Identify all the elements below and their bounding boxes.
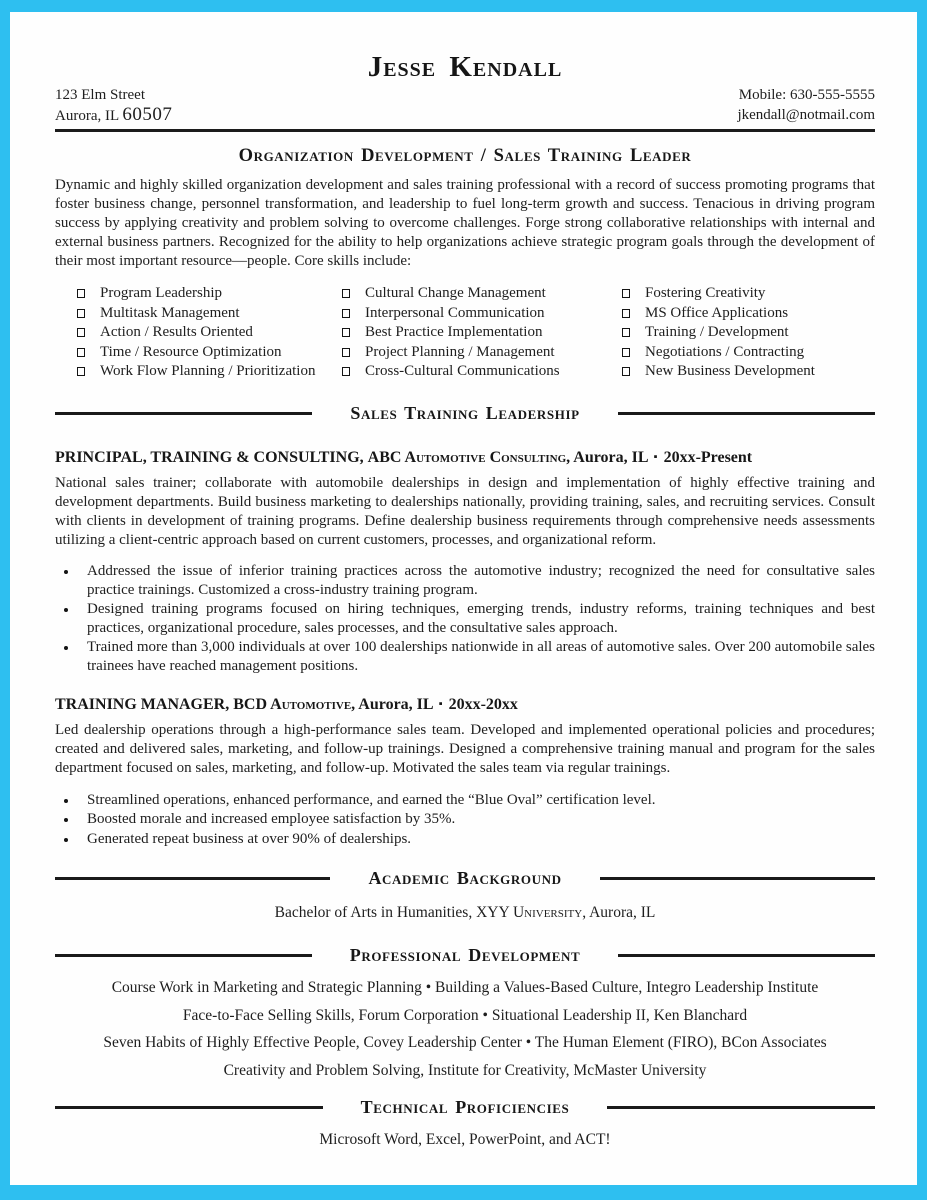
school-name: XYY University, — [476, 904, 587, 921]
achievement-text: Generated repeat business at over 90% of dealerships. — [87, 830, 412, 847]
job-title-1 — [55, 447, 875, 468]
achievement-text: Trained more than 3,000 individuals at over 100 dealerships nationwide in all areas of automotive sales. Over 200 automobile sales trainees have reached management positions. — [87, 638, 876, 674]
course-line: Course Work in Marketing and Strategic Planning • Building a Values-Based Culture, Integro Leadership Institute — [111, 979, 819, 996]
job-role: PRINCIPAL, TRAINING & CONSULTING, — [55, 448, 364, 466]
skill-label: Training / Development — [645, 324, 789, 340]
achievement-item — [55, 600, 875, 638]
skill-label: Cross-Cultural Communications — [365, 363, 560, 379]
heading-rule-right — [618, 412, 875, 415]
square-separator-icon: ▪ — [438, 697, 443, 710]
skill-label: Work Flow Planning / Prioritization — [100, 363, 316, 379]
job-description-1: National sales trainer; collaborate with automobile dealerships in design and implementation of highly effective training and development departments. Build business marketing to dealerships nationally, providing training, sales, and recruiting services. Consult with clients in development of training programs. Define dealership business requirements through comprehensive needs assessments utilizing a client-centric approach based on current customers, processes, and organizational reform. — [55, 474, 875, 548]
heading-rule-right — [600, 877, 875, 880]
skill-item — [620, 343, 875, 363]
professional-development-list — [55, 974, 875, 1084]
skill-label: Interpersonal Communication — [365, 304, 545, 321]
job-company: ABC Automotive Consulting, — [367, 448, 571, 466]
skill-item — [75, 284, 340, 304]
skill-label: Fostering Creativity — [645, 285, 766, 301]
section-title: Professional Development — [349, 945, 581, 965]
summary-paragraph: Dynamic and highly skilled organization development and sales training professional with a record of success promoting programs that foster business change, personnel transformation, and leadership to fuel long-term growth and success. Tenacious in driving program success by applying creativity and problem solving to overcome challenges. Forge strong collaborative relationships with internal and external business partners. Recognized for the ability to help organizations achieve strategic program goals through the development of their most important resource—people. Core skills include: — [55, 177, 875, 269]
skill-label: Cultural Change Management — [365, 285, 546, 301]
dot-bullet-icon — [64, 570, 68, 574]
job-description-2: Led dealership operations through a high-performance sales team. Developed and implemented operational policies and procedures; created and delivered sales, marketing, and follow-up trainings. Designed a comprehensive training manual and program for the sales department focused on sales, marketing, and follow-up. Motivated the sales team via regular trainings. — [55, 721, 875, 776]
skill-item — [620, 284, 875, 304]
address-zip: 60507 — [122, 104, 173, 125]
dot-bullet-icon — [64, 646, 68, 650]
dot-bullet-icon — [64, 818, 68, 822]
square-bullet-icon — [622, 289, 630, 298]
contact-address — [55, 85, 172, 126]
skill-label: Best Practice Implementation — [365, 324, 543, 340]
square-bullet-icon — [77, 328, 85, 337]
achievement-text: Streamlined operations, enhanced performance, and earned the “Blue Oval” certification level. — [87, 791, 656, 808]
skill-label: Negotiations / Contracting — [645, 343, 805, 360]
technical-proficiencies-line: Microsoft Word, Excel, PowerPoint, and ACT! — [319, 1131, 611, 1148]
header-rule — [55, 129, 875, 132]
skill-item — [620, 304, 875, 324]
square-bullet-icon — [77, 309, 85, 318]
heading-rule-left — [55, 1106, 323, 1109]
skill-label: Project Planning / Management — [365, 343, 555, 360]
achievement-item — [55, 638, 875, 676]
job-bullets-1 — [55, 562, 875, 676]
square-bullet-icon — [342, 367, 350, 376]
achievement-item — [55, 810, 875, 830]
resume-headline: Organization Development / Sales Training Leader — [238, 146, 692, 166]
address-city-zip — [55, 105, 172, 126]
contact-phone-email — [737, 85, 875, 126]
degree-name: Bachelor of Arts in Humanities, — [274, 904, 473, 921]
achievement-item — [55, 791, 875, 811]
skill-item — [75, 323, 340, 343]
section-title: Sales Training Leadership — [350, 402, 580, 423]
skill-label: MS Office Applications — [645, 304, 789, 321]
dot-bullet-icon — [64, 608, 68, 612]
section-heading-professional-development — [55, 945, 875, 966]
skill-item — [75, 304, 340, 324]
square-bullet-icon — [77, 289, 85, 298]
achievement-item — [55, 830, 875, 850]
skill-item — [340, 284, 620, 304]
dot-bullet-icon — [64, 799, 68, 803]
heading-rule-right — [607, 1106, 875, 1109]
address-city: Aurora, IL — [55, 108, 119, 124]
skills-column-2 — [340, 284, 620, 382]
achievement-text: Addressed the issue of inferior training practices across the automotive industry; recognized the need for consultative sales practice trainings. Customized a cross-industry training program. — [87, 562, 875, 598]
skill-item — [620, 362, 875, 382]
skill-item — [340, 362, 620, 382]
skill-item — [340, 304, 620, 324]
section-heading-academic — [55, 868, 875, 889]
square-bullet-icon — [77, 348, 85, 357]
skills-column-3 — [620, 284, 875, 382]
degree-line — [55, 903, 875, 923]
square-bullet-icon — [342, 328, 350, 337]
heading-rule-left — [55, 877, 330, 880]
section-title: Academic Background — [368, 868, 562, 888]
skill-label: Action / Results Oriented — [100, 324, 253, 340]
contact-block — [55, 85, 875, 126]
job-location: Aurora, IL — [573, 448, 648, 466]
dot-bullet-icon — [64, 838, 68, 842]
skill-label: Multitask Management — [100, 304, 240, 321]
square-bullet-icon — [342, 309, 350, 318]
section-title: Technical Proficiencies — [360, 1097, 570, 1117]
job-location: Aurora, IL — [358, 695, 433, 713]
square-bullet-icon — [77, 367, 85, 376]
core-skills-grid — [55, 284, 875, 382]
job-company: BCD Automotive, — [233, 695, 356, 713]
job-dates: 20xx-Present — [663, 448, 753, 466]
course-line: Creativity and Problem Solving, Institute for Creativity, McMaster University — [223, 1061, 707, 1079]
course-line: Face-to-Face Selling Skills, Forum Corporation • Situational Leadership II, Ken Blanchard — [182, 1006, 748, 1024]
skill-label: New Business Development — [645, 363, 815, 379]
skill-item — [75, 343, 340, 363]
square-bullet-icon — [342, 289, 350, 298]
email-address: jkendall@notmail.com — [737, 107, 875, 123]
achievement-text: Boosted morale and increased employee satisfaction by 35%. — [87, 811, 456, 827]
achievement-item — [55, 562, 875, 600]
job-bullets-2 — [55, 791, 875, 850]
skills-column-1 — [75, 284, 340, 382]
skill-label: Program Leadership — [100, 285, 223, 301]
job-dates: 20xx-20xx — [448, 695, 518, 713]
course-line: Seven Habits of Highly Effective People, Covey Leadership Center • The Human Element (FIRO), BCon Associates — [103, 1034, 827, 1051]
skill-item — [340, 323, 620, 343]
skill-label: Time / Resource Optimization — [100, 343, 282, 360]
square-bullet-icon — [622, 309, 630, 318]
address-street: 123 Elm Street — [55, 87, 145, 103]
skill-item — [340, 343, 620, 363]
person-name: Jesse Kendall — [367, 51, 563, 83]
section-heading-technical — [55, 1097, 875, 1118]
square-bullet-icon — [622, 328, 630, 337]
achievement-text: Designed training programs focused on hiring techniques, emerging trends, industry reforms, training techniques and best practices, organizational procedure, sales processes, and the consultative sales approach. — [87, 600, 875, 636]
heading-rule-right — [618, 954, 875, 957]
square-bullet-icon — [622, 367, 630, 376]
square-bullet-icon — [622, 348, 630, 357]
square-bullet-icon — [342, 348, 350, 357]
heading-rule-left — [55, 412, 312, 415]
mobile-number: Mobile: 630-555-5555 — [738, 87, 875, 103]
square-separator-icon: ▪ — [653, 450, 658, 463]
section-heading-experience — [55, 403, 875, 424]
job-role: TRAINING MANAGER, — [55, 695, 230, 713]
skill-item — [620, 323, 875, 343]
job-title-2 — [55, 694, 875, 715]
skill-item — [75, 362, 340, 382]
resume-page — [10, 12, 917, 1185]
heading-rule-left — [55, 954, 312, 957]
school-location: Aurora, IL — [589, 904, 656, 921]
